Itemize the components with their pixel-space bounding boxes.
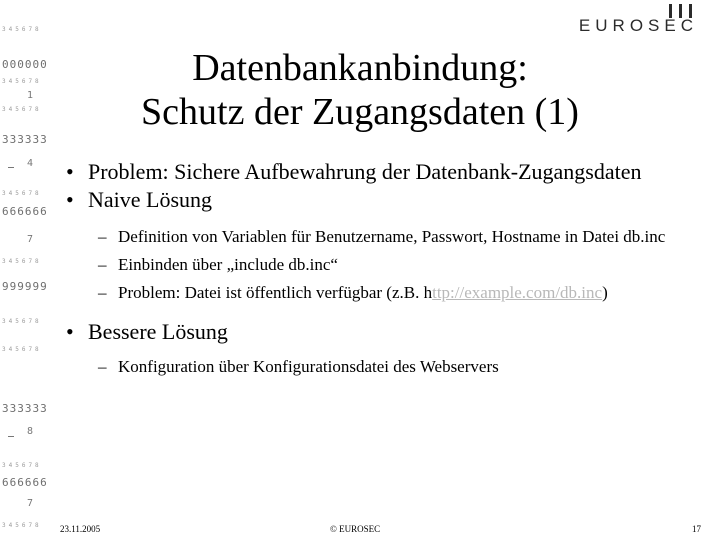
- strip-digit: 1: [27, 90, 34, 101]
- strip-row: 000000: [2, 58, 48, 71]
- dash-marker: –: [98, 357, 107, 376]
- strip-row: 345678: [2, 78, 42, 85]
- strip-row: 999999: [2, 280, 48, 293]
- strip-row: 345678: [2, 26, 42, 33]
- sub-bullet-suffix: ): [602, 283, 608, 302]
- sub-bullet-text: Einbinden über „include db.inc“: [118, 255, 338, 274]
- bullet-text: Bessere Lösung: [88, 319, 228, 344]
- sub-bullet-item: [60, 226, 700, 248]
- slide-title-line-1: Datenbankanbindung:: [192, 47, 528, 89]
- eurosec-logo: [578, 4, 698, 38]
- sub-bullet-item: [60, 356, 700, 378]
- example-url-link[interactable]: ttp://example.com/db.inc: [432, 283, 603, 302]
- decorative-number-strip: [0, 0, 58, 540]
- strip-row: 345678: [2, 318, 42, 325]
- sub-bullet-text: Konfiguration über Konfigurationsdatei des Webservers: [118, 357, 499, 376]
- dash-marker: –: [98, 227, 107, 246]
- strip-row: 333333: [2, 133, 48, 146]
- strip-row: 345678: [2, 190, 42, 197]
- strip-row: 345678: [2, 106, 42, 113]
- bullet-text: Naive Lösung: [88, 187, 213, 212]
- footer-date: 23.11.2005: [60, 524, 101, 534]
- footer-copyright: © EUROSEC: [330, 524, 381, 534]
- dash-marker: –: [98, 255, 107, 274]
- bullet-text: Problem: Sichere Aufbewahrung der Datenbank-Zugangsdaten: [88, 159, 642, 184]
- strip-row: 333333: [2, 402, 48, 415]
- strip-row: 666666: [2, 205, 48, 218]
- strip-digit: 7: [27, 234, 34, 245]
- bullet-item: [60, 318, 700, 346]
- strip-digit: 8: [27, 426, 34, 437]
- strip-row: 345678: [2, 346, 42, 353]
- sub-bullet-prefix: Problem: Datei ist öffentlich verfügbar (z.B. h: [118, 283, 433, 302]
- strip-dash: [8, 167, 14, 168]
- strip-digit: 7: [27, 498, 34, 509]
- dash-marker: –: [98, 283, 107, 302]
- bullet-item: [60, 158, 700, 186]
- strip-row: 345678: [2, 462, 42, 469]
- slide-content: [60, 158, 700, 378]
- sub-bullet-item: [60, 254, 700, 276]
- slide-title: [60, 46, 660, 134]
- footer-page-number: 17: [692, 524, 701, 534]
- logo-text: EUROSEC: [578, 16, 698, 35]
- strip-row: 345678: [2, 258, 42, 265]
- bullet-dot: •: [66, 187, 74, 212]
- strip-dash: [8, 436, 14, 437]
- strip-row: 345678: [2, 522, 42, 529]
- bullet-dot: •: [66, 159, 74, 184]
- strip-row: 666666: [2, 476, 48, 489]
- sub-bullet-text: Definition von Variablen für Benutzername, Passwort, Hostname in Datei db.inc: [118, 227, 666, 246]
- bullet-dot: •: [66, 319, 74, 344]
- slide-title-line-2: Schutz der Zugangsdaten (1): [141, 91, 579, 133]
- sub-bullet-item: [60, 282, 700, 304]
- sub-bullet-text: [118, 283, 608, 302]
- bullet-item: [60, 186, 700, 214]
- strip-digit: 4: [27, 158, 34, 169]
